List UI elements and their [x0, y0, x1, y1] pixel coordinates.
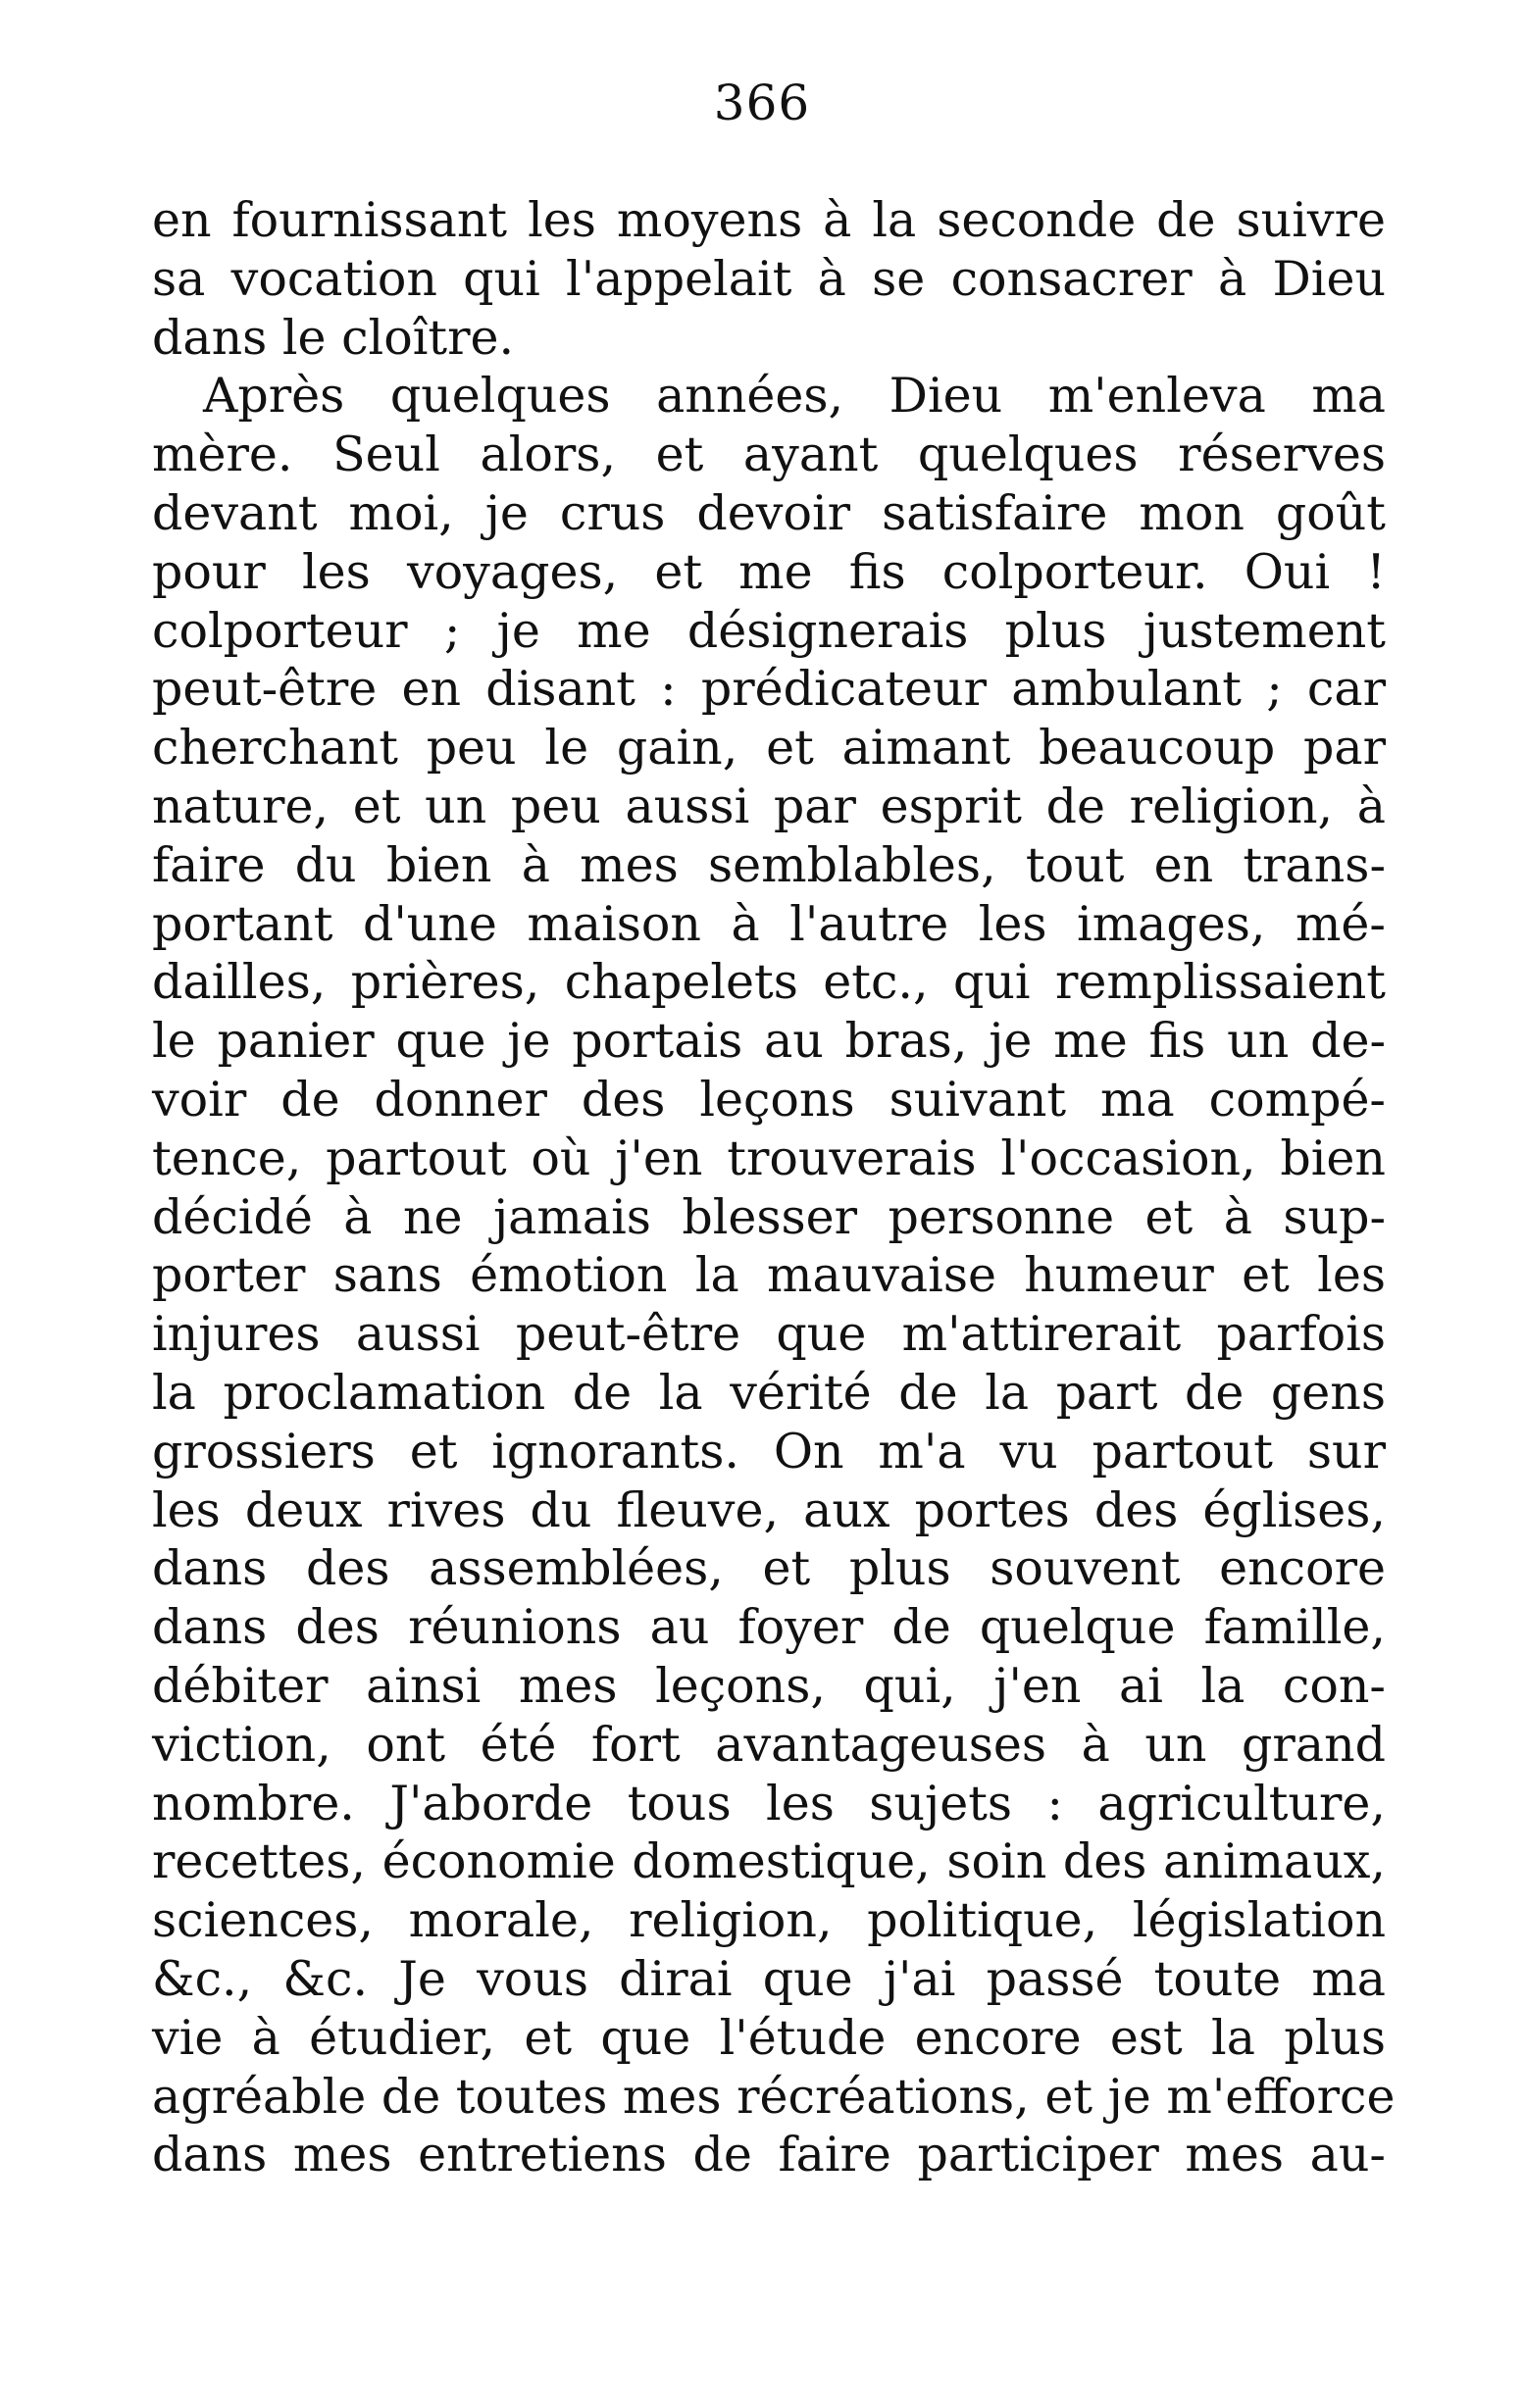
text-line: débiter ainsi mes leçons, qui, j'en ai la con- [152, 1657, 1386, 1714]
text-line: dans le cloître. [152, 309, 515, 366]
text-line: mère. Seul alors, et ayant quelques réserves [152, 426, 1386, 483]
text-line: le panier que je portais au bras, je me fis un de- [152, 1013, 1386, 1070]
text-line: peut-être en disant : prédicateur ambulant ; car [152, 661, 1386, 718]
text-line: Après quelques années, Dieu m'enleva ma [203, 368, 1386, 425]
text-line: sciences, morale, religion, politique, législation [152, 1892, 1386, 1949]
text-line: agréable de toutes mes récréations, et je m'efforce [152, 2068, 1396, 2125]
text-line: dans des réunions au foyer de quelque famille, [152, 1599, 1386, 1656]
text-line: porter sans émotion la mauvaise humeur et les [152, 1247, 1386, 1304]
text-line: faire du bien à mes semblables, tout en trans- [152, 836, 1386, 893]
text-line: nature, et un peu aussi par esprit de religion, à [152, 778, 1386, 834]
text-line: les deux rives du fleuve, aux portes des églises, [152, 1481, 1386, 1538]
text-line: en fournissant les moyens à la seconde de suivre [152, 192, 1386, 248]
text-line: dailles, prières, chapelets etc., qui remplissaient [152, 954, 1386, 1011]
text-line: tence, partout où j'en trouverais l'occasion, bien [152, 1129, 1386, 1186]
text-line: nombre. J'aborde tous les sujets : agriculture, [152, 1775, 1386, 1831]
text-line: recettes, économie domestique, soin des animaux, [152, 1833, 1386, 1890]
body-text [152, 191, 1396, 2184]
page-number: 366 [713, 75, 811, 131]
text-line: devant moi, je crus devoir satisfaire mon goût [152, 484, 1386, 541]
text-line: la proclamation de la vérité de la part de gens [152, 1364, 1386, 1421]
text-line: &c., &c. Je vous dirai que j'ai passé toute ma [152, 1950, 1386, 2007]
text-line: viction, ont été fort avantageuses à un grand [152, 1716, 1386, 1773]
text-line: grossiers et ignorants. On m'a vu partout sur [152, 1423, 1386, 1480]
text-line: dans des assemblées, et plus souvent encore [152, 1540, 1386, 1597]
text-line: sa vocation qui l'appelait à se consacrer à Dieu [152, 250, 1386, 307]
text-line: cherchant peu le gain, et aimant beaucoup par [152, 720, 1386, 777]
text-line: voir de donner des leçons suivant ma compé- [152, 1071, 1386, 1128]
text-line: pour les voyages, et me fis colporteur. Oui ! [152, 543, 1386, 600]
text-line: décidé à ne jamais blesser personne et à sup- [152, 1188, 1386, 1245]
text-line: dans mes entretiens de faire participer mes au- [152, 2127, 1386, 2183]
text-line: vie à étudier, et que l'étude encore est la plus [152, 2009, 1386, 2066]
text-line: injures aussi peut-être que m'attirerait parfois [152, 1306, 1386, 1363]
text-line: colporteur ; je me désignerais plus justement [152, 602, 1386, 659]
text-line: portant d'une maison à l'autre les images, mé- [152, 895, 1386, 952]
